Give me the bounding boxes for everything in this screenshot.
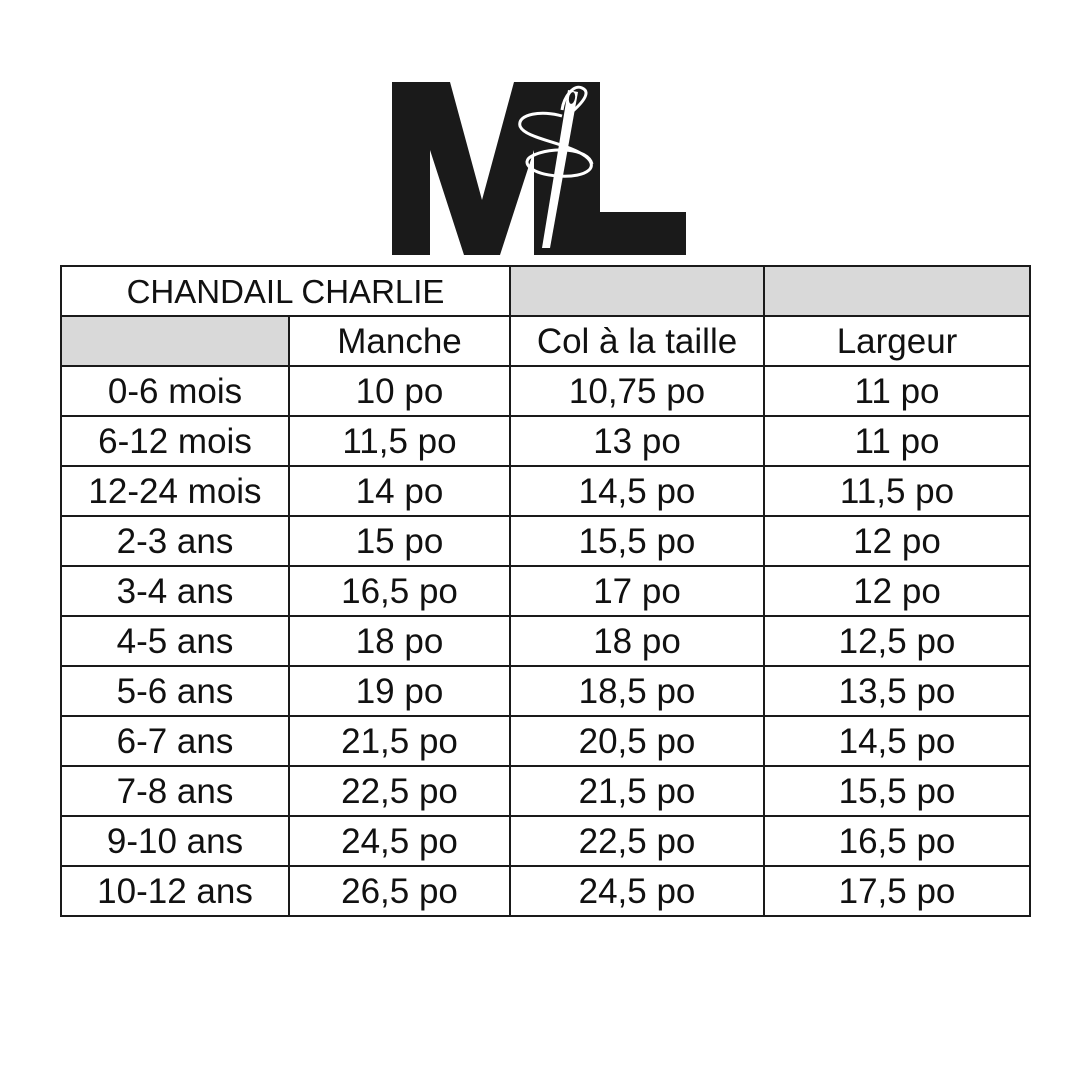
- manche-cell: 10 po: [289, 366, 510, 416]
- size-cell: 6-7 ans: [61, 716, 289, 766]
- empty-header-cell: [510, 266, 764, 316]
- manche-cell: 24,5 po: [289, 816, 510, 866]
- column-header-col-a-la-taille: Col à la taille: [510, 316, 764, 366]
- size-cell: 10-12 ans: [61, 866, 289, 916]
- size-cell: 7-8 ans: [61, 766, 289, 816]
- manche-cell: 18 po: [289, 616, 510, 666]
- manche-cell: 15 po: [289, 516, 510, 566]
- manche-cell: 21,5 po: [289, 716, 510, 766]
- column-header-manche: Manche: [289, 316, 510, 366]
- col-a-la-taille-cell: 13 po: [510, 416, 764, 466]
- col-a-la-taille-cell: 17 po: [510, 566, 764, 616]
- table-row: [61, 416, 1030, 466]
- col-a-la-taille-cell: 21,5 po: [510, 766, 764, 816]
- size-cell: 5-6 ans: [61, 666, 289, 716]
- col-a-la-taille-cell: 18 po: [510, 616, 764, 666]
- table-row: [61, 816, 1030, 866]
- table-row: [61, 366, 1030, 416]
- table-row: [61, 766, 1030, 816]
- largeur-cell: 11,5 po: [764, 466, 1030, 516]
- table-row: [61, 516, 1030, 566]
- size-cell: 12-24 mois: [61, 466, 289, 516]
- col-a-la-taille-cell: 20,5 po: [510, 716, 764, 766]
- largeur-cell: 14,5 po: [764, 716, 1030, 766]
- col-a-la-taille-cell: 14,5 po: [510, 466, 764, 516]
- largeur-cell: 12 po: [764, 516, 1030, 566]
- col-a-la-taille-cell: 18,5 po: [510, 666, 764, 716]
- table-row: [61, 616, 1030, 666]
- empty-corner-cell: [61, 316, 289, 366]
- col-a-la-taille-cell: 15,5 po: [510, 516, 764, 566]
- manche-cell: 22,5 po: [289, 766, 510, 816]
- largeur-cell: 11 po: [764, 366, 1030, 416]
- logo-m-letter: [392, 82, 572, 255]
- largeur-cell: 16,5 po: [764, 816, 1030, 866]
- manche-cell: 26,5 po: [289, 866, 510, 916]
- size-cell: 6-12 mois: [61, 416, 289, 466]
- empty-header-cell: [764, 266, 1030, 316]
- table-row: [61, 866, 1030, 916]
- manche-cell: 11,5 po: [289, 416, 510, 466]
- table-title: CHANDAIL CHARLIE: [61, 266, 510, 316]
- column-header-row: [61, 316, 1030, 366]
- col-a-la-taille-cell: 10,75 po: [510, 366, 764, 416]
- table-row: [61, 666, 1030, 716]
- manche-cell: 16,5 po: [289, 566, 510, 616]
- largeur-cell: 15,5 po: [764, 766, 1030, 816]
- size-cell: 3-4 ans: [61, 566, 289, 616]
- largeur-cell: 12 po: [764, 566, 1030, 616]
- title-row: [61, 266, 1030, 316]
- col-a-la-taille-cell: 22,5 po: [510, 816, 764, 866]
- manche-cell: 14 po: [289, 466, 510, 516]
- size-chart-table: [60, 265, 1031, 917]
- size-cell: 9-10 ans: [61, 816, 289, 866]
- size-cell: 4-5 ans: [61, 616, 289, 666]
- table-row: [61, 466, 1030, 516]
- largeur-cell: 11 po: [764, 416, 1030, 466]
- table-row: [61, 566, 1030, 616]
- col-a-la-taille-cell: 24,5 po: [510, 866, 764, 916]
- largeur-cell: 13,5 po: [764, 666, 1030, 716]
- largeur-cell: 12,5 po: [764, 616, 1030, 666]
- manche-cell: 19 po: [289, 666, 510, 716]
- brand-logo: [392, 80, 686, 255]
- largeur-cell: 17,5 po: [764, 866, 1030, 916]
- size-cell: 0-6 mois: [61, 366, 289, 416]
- column-header-largeur: Largeur: [764, 316, 1030, 366]
- table-row: [61, 716, 1030, 766]
- size-cell: 2-3 ans: [61, 516, 289, 566]
